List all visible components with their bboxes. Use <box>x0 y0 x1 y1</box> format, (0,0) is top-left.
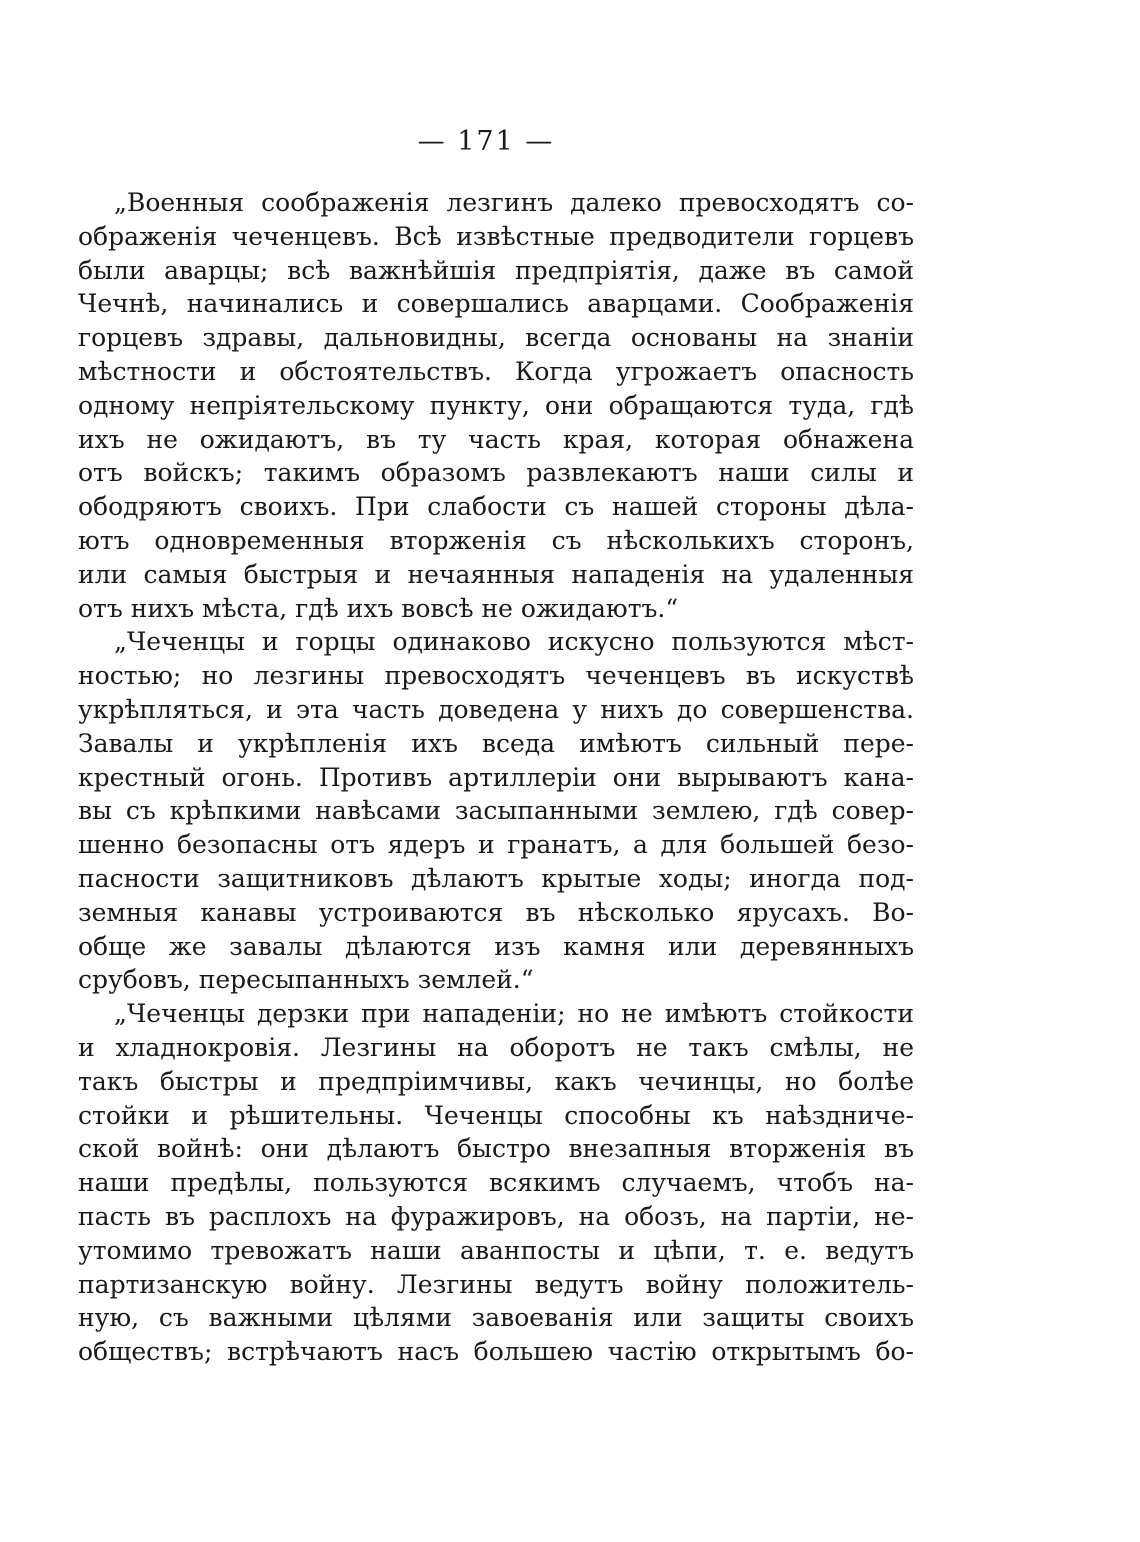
text-line: обществъ; встрѣчаютъ насъ большею частію открытымъ бо- <box>78 1337 914 1367</box>
text-line: обще же завалы дѣлаются изъ камня или деревянныхъ <box>78 931 914 961</box>
text-line: „Чеченцы дерзки при нападеніи; но не имѣютъ стойкости <box>114 999 914 1029</box>
page-number: — 171 — <box>417 126 555 157</box>
text-line: утомимо тревожатъ наши аванпосты и цѣпи, т. е. ведутъ <box>78 1235 914 1265</box>
text-line: вы съ крѣпкими навѣсами засыпанными землею, гдѣ совер- <box>78 796 914 826</box>
text-line: ской войнѣ: они дѣлаютъ быстро внезапныя вторженія въ <box>78 1134 914 1164</box>
text-line: горцевъ здравы, дальновидны, всегда основаны на знаніи <box>78 323 914 353</box>
text-line: ютъ одновременныя вторженія съ нѣсколькихъ сторонъ, <box>78 525 914 555</box>
text-line: „Чеченцы и горцы одинаково искусно пользуются мѣст- <box>114 627 914 657</box>
text-line: срубовъ, пересыпанныхъ землей.“ <box>78 965 534 995</box>
text-line: одному непріятельскому пункту, они обращаются туда, гдѣ <box>78 390 914 420</box>
text-line: отъ нихъ мѣста, гдѣ ихъ вовсѣ не ожидаютъ.“ <box>78 593 679 623</box>
text-line: пасть въ расплохъ на фуражировъ, на обозъ, на партіи, не- <box>78 1201 914 1231</box>
text-line: земныя канавы устроиваются въ нѣсколько ярусахъ. Во- <box>78 897 914 927</box>
text-line: такъ быстры и предпріимчивы, какъ чечинцы, но болѣе <box>78 1066 914 1096</box>
paragraph <box>78 186 914 625</box>
text-line: ободряютъ своихъ. При слабости съ нашей стороны дѣла- <box>78 492 914 522</box>
text-line: или самыя быстрыя и нечаянныя нападенія на удаленныя <box>78 559 914 589</box>
text-line: шенно безопасны отъ ядеръ и гранатъ, а для большей безо- <box>78 830 914 860</box>
text-line: ихъ не ожидаютъ, въ ту часть края, которая обнажена <box>78 424 914 454</box>
text-line: ображенія чеченцевъ. Всѣ извѣстные предводители горцевъ <box>78 221 914 251</box>
text-line: и хладнокровія. Лезгины на оборотъ не такъ смѣлы, не <box>78 1032 914 1062</box>
body-text <box>78 186 914 1369</box>
text-line: крестный огонь. Противъ артиллеріи они вырываютъ кана- <box>78 762 914 792</box>
text-line: „Военныя соображенія лезгинъ далеко превосходятъ со- <box>114 188 914 217</box>
text-line: мѣстности и обстоятельствъ. Когда угрожаетъ опасность <box>78 356 914 386</box>
text-line: ностью; но лезгины превосходятъ чеченцевъ въ искуствѣ <box>78 661 914 691</box>
text-line: отъ войскъ; такимъ образомъ развлекаютъ наши силы и <box>78 458 914 488</box>
text-line: пасности защитниковъ дѣлаютъ крытые ходы; иногда под- <box>78 863 914 893</box>
text-line: укрѣпляться, и эта часть доведена у нихъ до совершенства. <box>78 694 914 724</box>
text-line: Чечнѣ, начинались и совершались аварцами. Соображенія <box>78 289 914 319</box>
text-line: были аварцы; всѣ важнѣйшія предпріятія, даже въ самой <box>78 255 914 285</box>
text-line: ную, съ важными цѣлями завоеванія или защиты своихъ <box>78 1303 914 1333</box>
text-line: наши предѣлы, пользуются всякимъ случаемъ, чтобъ на- <box>78 1168 914 1198</box>
paragraph <box>78 997 914 1369</box>
text-line: Завалы и укрѣпленія ихъ вседа имѣютъ сильный пере- <box>78 728 914 758</box>
text-line: партизанскую войну. Лезгины ведутъ войну положитель- <box>78 1269 914 1299</box>
text-line: стойки и рѣшительны. Чеченцы способны къ наѣздниче- <box>78 1100 914 1130</box>
paragraph <box>78 625 914 997</box>
